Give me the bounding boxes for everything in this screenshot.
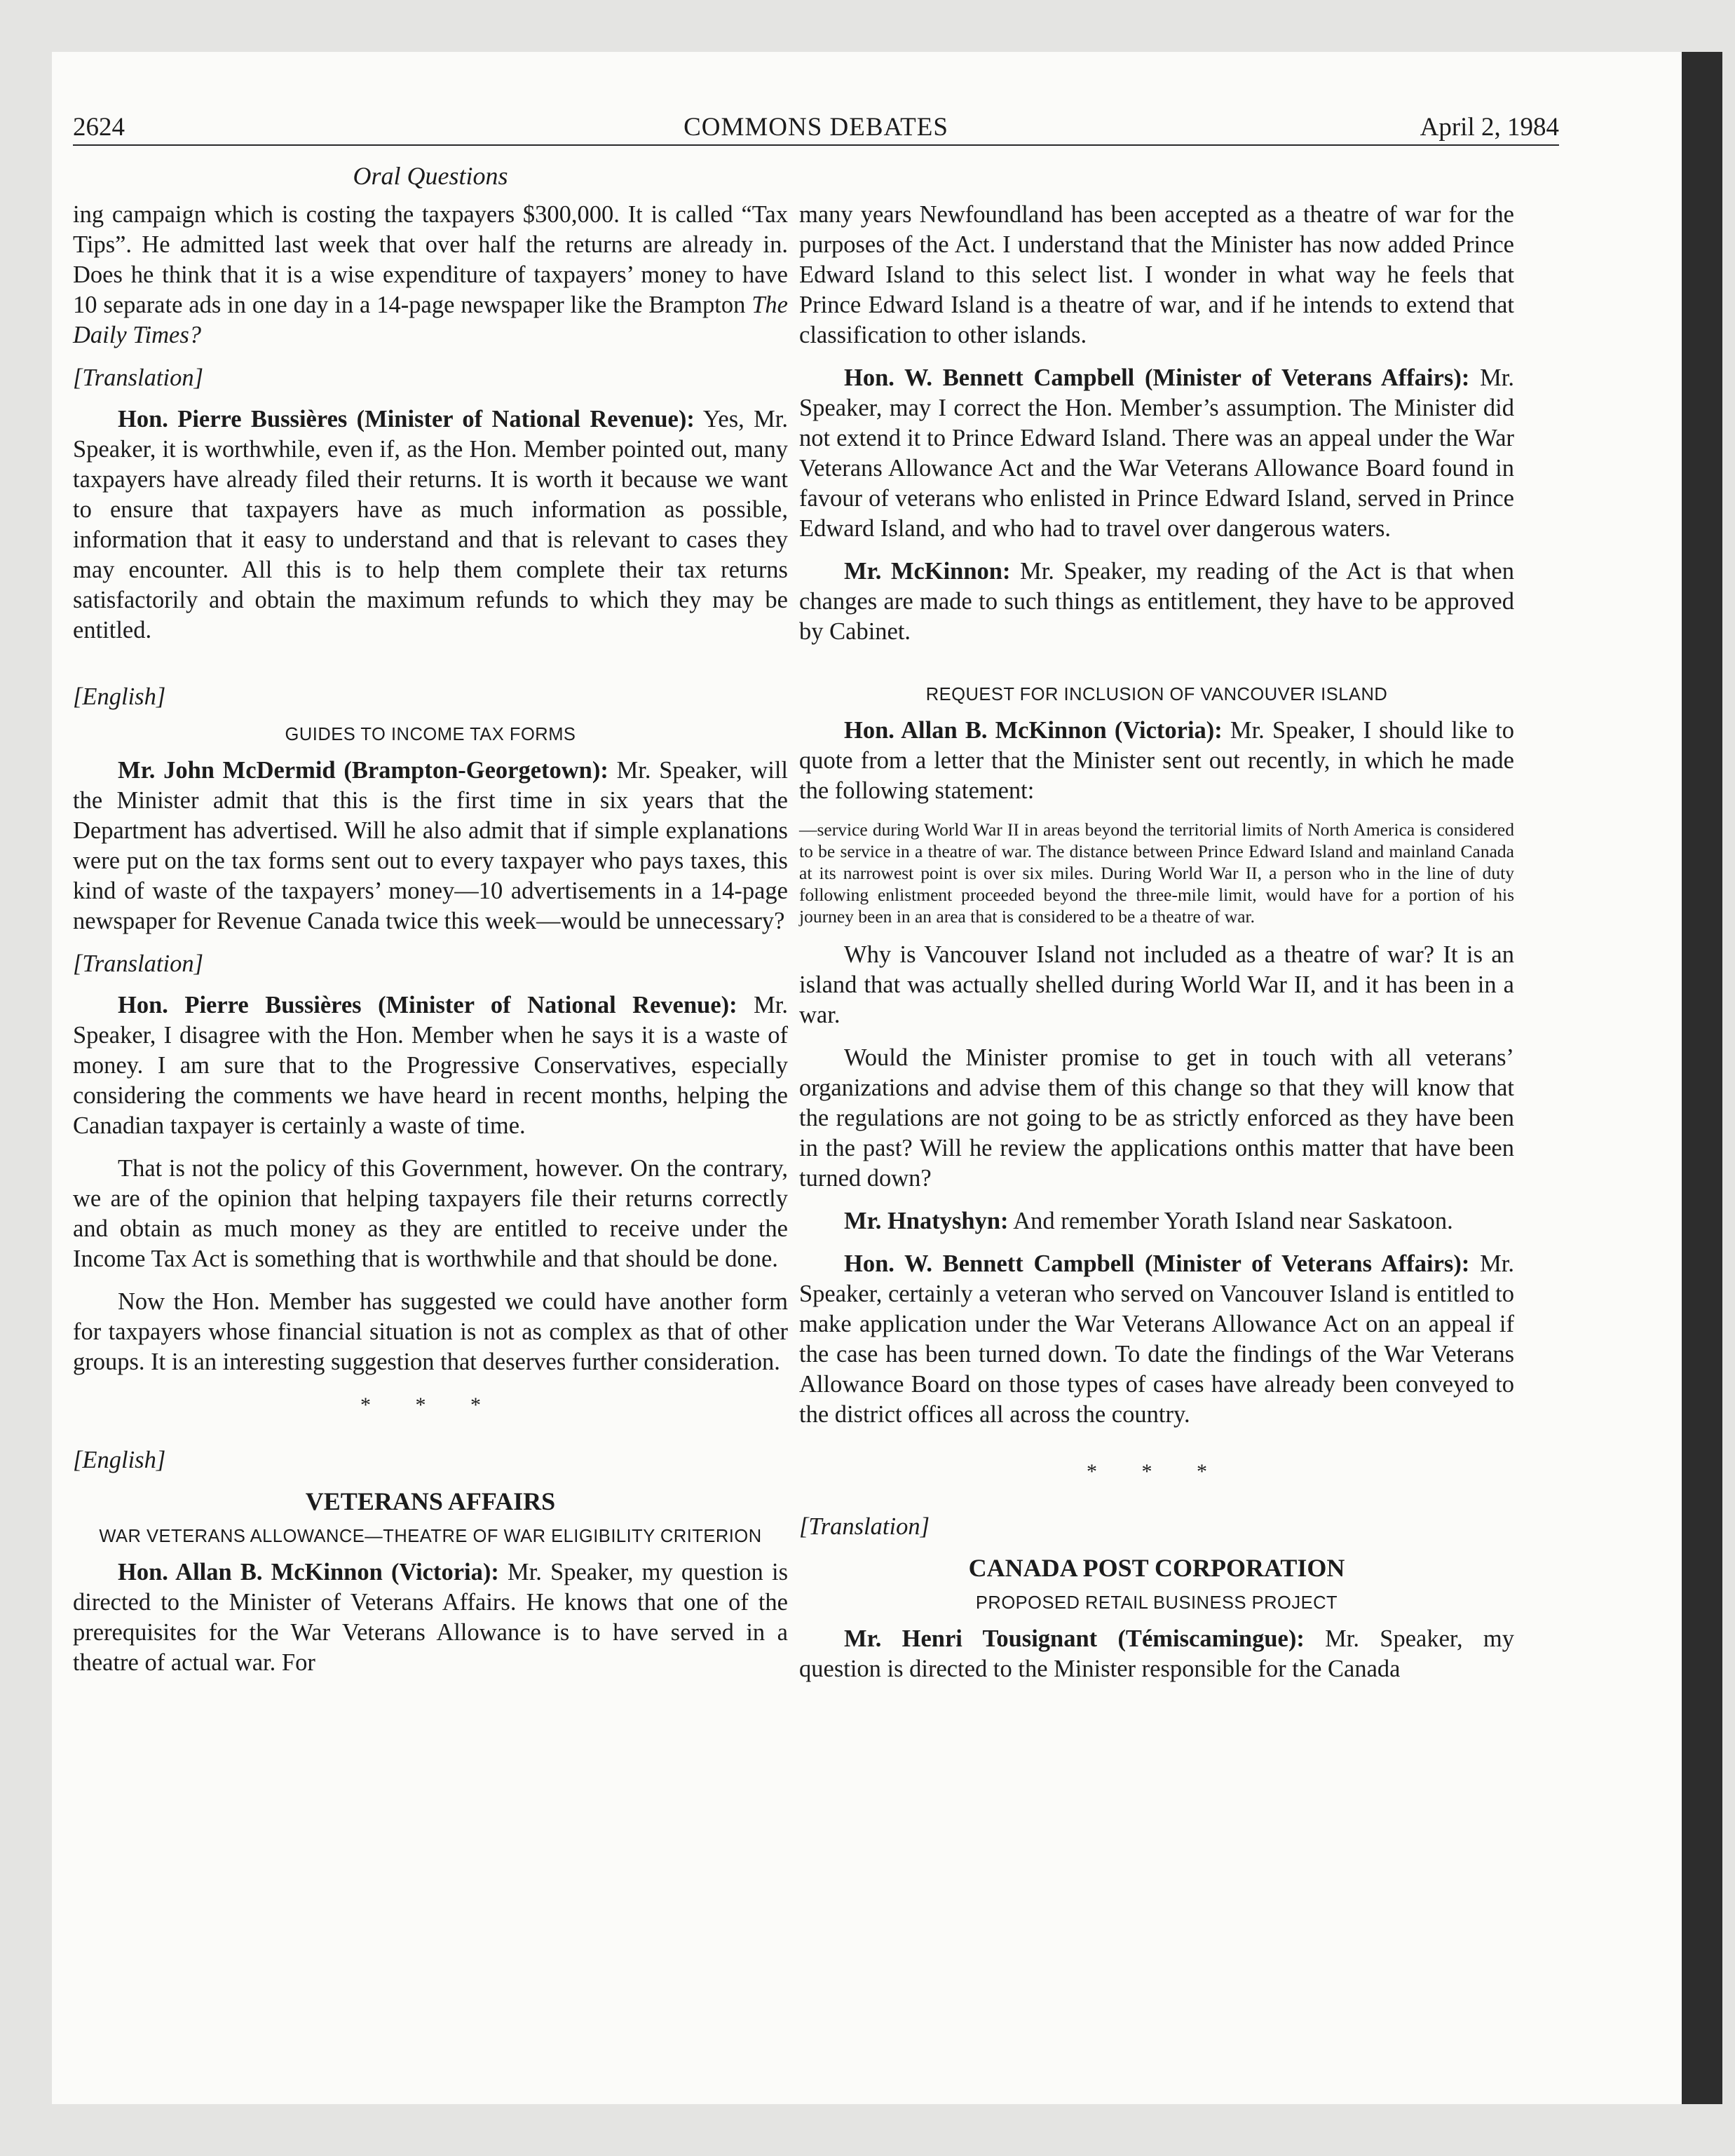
paragraph: Why is Vancouver Island not included as a theatre of war? It is an island that was actually shelled during World War II, and it has been in a war.: [799, 941, 1514, 1028]
speaker-name: Hon. Pierre Bussières (Minister of National Revenue):: [118, 992, 737, 1018]
paragraph: Mr. Hnatyshyn: And remember Yorath Island near Saskatoon.: [844, 1208, 1453, 1234]
block-quote: —service during World War II in areas beyond the territorial limits of North America is considered to be service in a theatre of war. The distance between Prince Edward Island and mainland Canada at its narrowest point is over six miles. During World War II, a person who in the line of duty following enlistment proceeded beyond the three-mile limit, would have for a portion of his journey been in an area that is considered to be a theatre of war.: [799, 819, 1514, 927]
speaker-name: Mr. Hnatyshyn:: [844, 1208, 1009, 1234]
subheading: WAR VETERANS ALLOWANCE—THEATRE OF WAR ELIGIBILITY CRITERION: [99, 1527, 762, 1546]
speaker-name: Hon. Pierre Bussières (Minister of National Revenue):: [118, 406, 695, 432]
page-header: [73, 112, 1559, 146]
speaker-name: Hon. W. Bennett Campbell (Minister of Veterans Affairs):: [844, 1250, 1470, 1277]
speaker-name: Hon. Allan B. McKinnon (Victoria):: [844, 717, 1223, 744]
paragraph: Hon. W. Bennett Campbell (Minister of Veterans Affairs): Mr. Speaker, certainly a veteran who served on Vancouver Island is entitled to make application under the War Veterans Allowance Act on an appeal if the case has been turned down. To date the findings of the War Veterans Allowance Board on those types of cases have already been conveyed to the district offices all across the country.: [799, 1250, 1514, 1428]
speaker-name: Mr. John McDermid (Brampton-Georgetown):: [118, 757, 608, 784]
newspaper-title: The Daily Times?: [73, 292, 788, 348]
paragraph: many years Newfoundland has been accepted as a theatre of war for the purposes of the Act. I understand that the Minister has now added Prince Edward Island to this select list. I wonder in what way he feels that Prince Edward Island is a theatre of war, and if he intends to extend that classification to other islands.: [799, 201, 1514, 348]
section-divider: * * *: [1087, 1460, 1227, 1483]
speaker-name: Hon. W. Bennett Campbell (Minister of Veterans Affairs):: [844, 364, 1470, 391]
scan-edge-shadow: [1682, 52, 1722, 2104]
paragraph: Mr. John McDermid (Brampton-Georgetown): Mr. Speaker, will the Minister admit that this is the first time in six years that the Department has advertised. Will he also admit that if simple explanations were put on the tax forms sent out to every taxpayer who pays taxes, this kind of waste of the taxpayers’ money—10 advertisements in a 14-page newspaper for Revenue Canada twice this week—would be unnecessary?: [73, 757, 788, 934]
paragraph: Now the Hon. Member has suggested we could have another form for taxpayers whose financial situation is not as complex as that of other groups. It is an interesting suggestion that deserves further consideration.: [73, 1288, 788, 1375]
section-divider: * * *: [360, 1393, 501, 1417]
paragraph: That is not the policy of this Government, however. On the contrary, we are of the opinion that helping taxpayers file their returns correctly and obtain as much money as they are entitled to receive under the Income Tax Act is something that is worthwhile and that should be done.: [73, 1155, 788, 1272]
paragraph: Hon. Pierre Bussières (Minister of National Revenue): Yes, Mr. Speaker, it is worthwhile, even if, as the Hon. Member pointed out, many taxpayers have already filed their returns. It is worth it because we want to ensure that taxpayers have as much information as possible, information that it easy to understand and that is relevant to cases they may encounter. All this is to help them complete their tax returns satisfactorily and obtain the maximum refunds to which they may be entitled.: [73, 406, 789, 643]
paragraph: Hon. Pierre Bussières (Minister of National Revenue): Mr. Speaker, I disagree with the Hon. Member when he says it is a waste of money. I am sure that to the Progressive Conservatives, especially considering the comments we have heard in recent months, helping the Canadian taxpayer is certainly a waste of time.: [73, 992, 788, 1139]
publication-date: April 2, 1984: [1420, 113, 1559, 142]
section-heading: VETERANS AFFAIRS: [305, 1487, 556, 1515]
language-tag: [English]: [73, 1447, 166, 1473]
language-tag: [English]: [73, 683, 166, 710]
section-heading: CANADA POST CORPORATION: [968, 1554, 1345, 1582]
speaker-name: Hon. Allan B. McKinnon (Victoria):: [118, 1559, 499, 1585]
publication-title: COMMONS DEBATES: [683, 113, 948, 142]
right-column: [799, 200, 1514, 1684]
paragraph: Hon. W. Bennett Campbell (Minister of Veterans Affairs): Mr. Speaker, may I correct the Hon. Member’s assumption. The Minister did not extend it to Prince Edward Island. There was an appeal under the War Veterans Allowance Act and the War Veterans Allowance Board found in favour of veterans who enlisted in Prince Edward Island, served in Prince Edward Island, and who had to travel over dangerous waters.: [799, 364, 1514, 542]
subheading: PROPOSED RETAIL BUSINESS PROJECT: [975, 1593, 1338, 1613]
paragraph: Hon. Allan B. McKinnon (Victoria): Mr. Speaker, my question is directed to the Minister of Veterans Affairs. He knows that one of the prerequisites for the War Veterans Allowance is to have served in a theatre of actual war. For: [73, 1559, 788, 1676]
subheading: GUIDES TO INCOME TAX FORMS: [285, 725, 576, 744]
language-tag: [Translation]: [73, 950, 203, 977]
page-number: 2624: [73, 113, 125, 142]
language-tag: [Translation]: [799, 1513, 930, 1540]
language-tag: [Translation]: [73, 364, 203, 391]
subheading: REQUEST FOR INCLUSION OF VANCOUVER ISLAND: [925, 685, 1388, 704]
speaker-name: Mr. Henri Tousignant (Témiscamingue):: [844, 1625, 1305, 1652]
running-title: Oral Questions: [353, 162, 508, 190]
speaker-name: Mr. McKinnon:: [844, 558, 1011, 585]
paragraph: Hon. Allan B. McKinnon (Victoria): Mr. Speaker, I should like to quote from a letter that the Minister sent out recently, in which he made the following statement:: [799, 717, 1514, 804]
paragraph: ing campaign which is costing the taxpayers $300,000. It is called “Tax Tips”. He admitted last week that over half the returns are already in. Does he think that it is a wise expenditure of taxpayers’ money to have 10 separate ads in one day in a 14-page newspaper like the Brampton The Daily Times?: [73, 201, 788, 348]
paragraph: Would the Minister promise to get in touch with all veterans’ organizations and advise them of this change so that they will know that the regulations are not going to be as strictly enforced as they have been in the past? Will he review the applications onthis matter that have been turned down?: [799, 1044, 1514, 1192]
left-column: [73, 200, 788, 1678]
paragraph: Mr. Henri Tousignant (Témiscamingue): Mr. Speaker, my question is directed to the Minister responsible for the Canada: [799, 1625, 1514, 1682]
paragraph: Mr. McKinnon: Mr. Speaker, my reading of the Act is that when changes are made to such things as entitlement, they have to be approved by Cabinet.: [799, 558, 1514, 645]
